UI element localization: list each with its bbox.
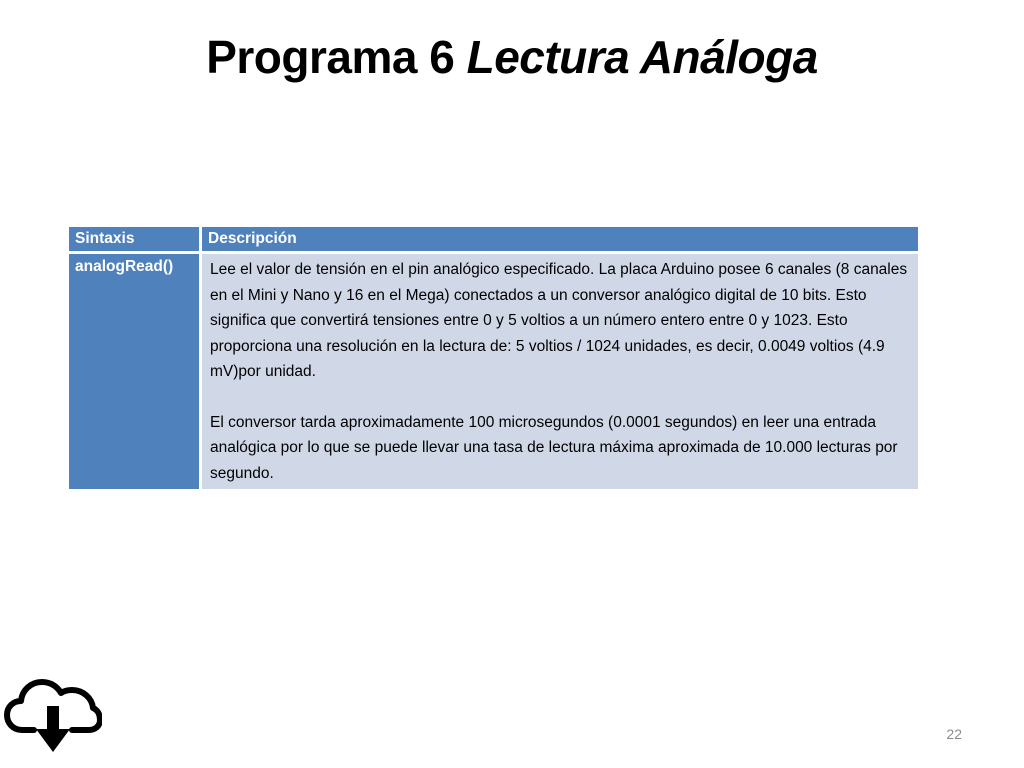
function-description: [201, 253, 919, 490]
slide-title: [0, 30, 1024, 84]
description-paragraph-2: El conversor tarda aproximadamente 100 microsegundos (0.0001 segundos) en leer una entrada analógica por lo que se puede llevar una tasa de lectura máxima aproximada de 10.000 lecturas por segundo.: [210, 413, 898, 482]
description-paragraph-1: Lee el valor de tensión en el pin analógico especificado. La placa Arduino posee 6 canales (8 canales en el Mini y Nano y 16 en el Mega) conectados a un conversor analógico digital de 10 bits. Esto significa que convertirá tensiones entre 0 y 5 voltios a un número entero entre 0 y 1023. Esto proporciona una resolución en la lectura de: 5 voltios / 1024 unidades, es decir, 0.0049 voltios (4.9 mV)por unidad.: [210, 261, 908, 380]
page-number: 22: [946, 726, 962, 742]
table-header-row: [69, 227, 918, 253]
function-name: analogRead(): [69, 253, 201, 490]
title-italic: Lectura Análoga: [466, 31, 818, 83]
syntax-table: [69, 227, 918, 489]
header-descripcion: Descripción: [201, 227, 919, 253]
title-normal: Programa 6: [206, 31, 467, 83]
table-row: [69, 253, 918, 490]
header-sintaxis: Sintaxis: [69, 227, 201, 253]
cloud-download-icon[interactable]: [4, 676, 102, 756]
